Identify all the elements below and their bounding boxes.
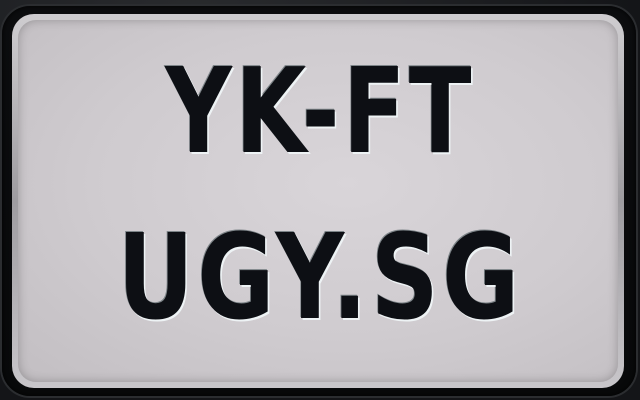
plate-line-2: UGY.SG bbox=[117, 208, 523, 346]
plate-line-1: YK-FT bbox=[165, 42, 475, 180]
